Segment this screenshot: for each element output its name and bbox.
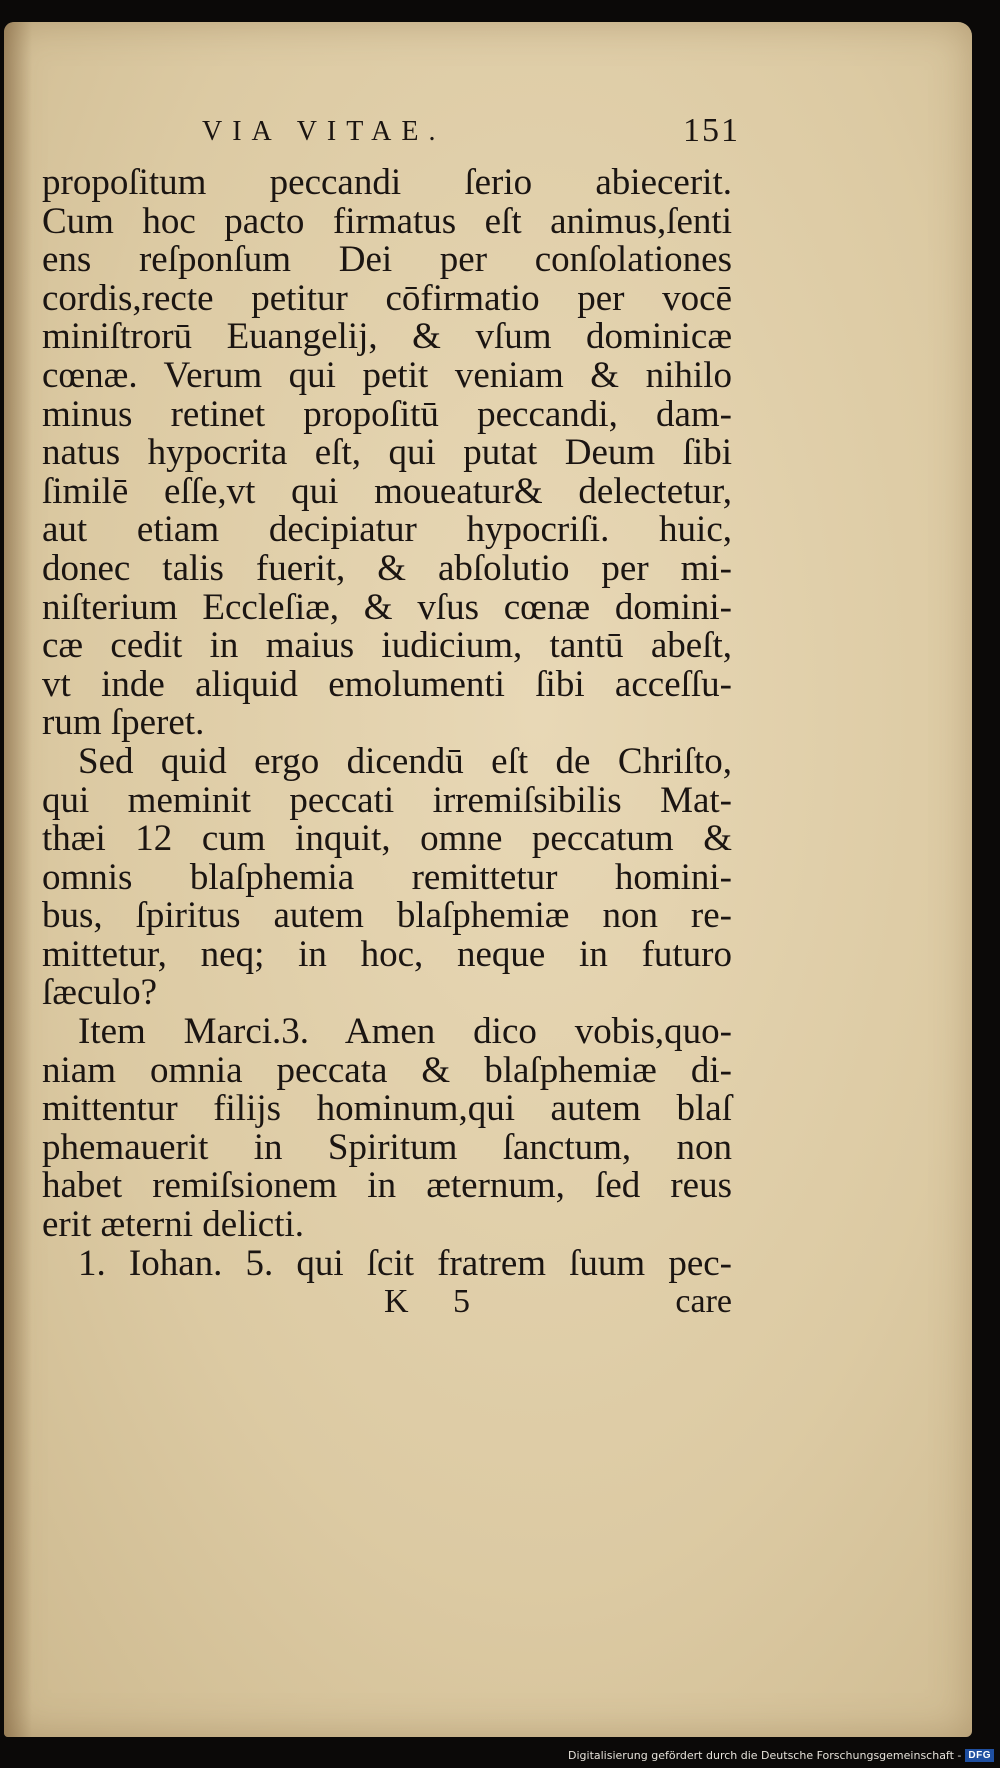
text-line: phemauerit in Spiritum ſanctum, non [42,1126,732,1168]
text-line: 1. Iohan. 5. qui ſcit fratrem ſuum pec- [78,1242,732,1284]
running-title: VIA VITAE. [202,116,446,147]
text-line: habet remiſsionem in æternum, ſed reus [42,1165,732,1207]
page-gutter-shadow [4,22,32,1737]
text-line: donec talis fuerit, & abſolutio per mi- [42,547,732,589]
text-line: erit æterni delicti. [42,1204,304,1246]
signature-mark: K 5 [384,1283,489,1321]
page-number: 151 [683,112,740,149]
text-line: qui meminit peccati irremiſsibilis Mat- [42,779,732,821]
text-line: mittentur filijs hominum,qui autem blaſ [42,1088,732,1130]
page-header [42,112,740,164]
text-line: natus hypocrita eſt, qui putat Deum ſibi [42,432,732,474]
dfg-logo: DFG [965,1749,994,1762]
catchword: care [675,1283,732,1321]
text-line: mittetur, neq; in hoc, neque in futuro [42,933,732,975]
book-page [4,22,972,1737]
text-line: Sed quid ergo dicendū eſt de Chriſto, [78,740,732,782]
text-line: ſæculo? [42,972,158,1014]
text-line: propoſitum peccandi ſerio abiecerit. [42,162,732,203]
text-line: cordis,recte petitur cōfirmatio per vocē [42,277,732,319]
text-line: miniſtrorū Euangelij, & vſum dominicæ [42,316,732,358]
text-line: bus, ſpiritus autem blaſphemiæ non re- [42,895,732,937]
text-line: aut etiam decipiatur hypocriſi. huic, [42,509,732,551]
text-line: thæi 12 cum inquit, omne peccatum & [42,818,732,860]
text-line: rum ſperet. [42,702,205,744]
credit-text: Digitalisierung gefördert durch die Deutsche Forschungsgemeinschaft - [568,1748,962,1762]
text-line: cæ cedit in maius iudicium, tantū abeſt, [42,625,732,667]
text-line: omnis blaſphemia remittetur homini- [42,856,732,898]
text-line: cœnæ. Verum qui petit veniam & nihilo [42,354,732,396]
text-block [42,112,740,1323]
text-line: Item Marci.3. Amen dico vobis,quo- [78,1011,732,1053]
digitization-credit [568,1746,994,1764]
text-line: niſterium Eccleſiæ, & vſus cœnæ domini- [42,586,732,628]
text-line: vt inde aliquid emolumenti ſibi acceſſu- [42,663,732,705]
page-footer [42,1283,732,1323]
text-line: minus retinet propoſitū peccandi, dam- [42,393,732,435]
text-line: Cum hoc pacto firmatus eſt animus,ſenti [42,200,732,242]
text-line: ens reſponſum Dei per conſolationes [42,239,732,281]
text-line: ſimilē eſſe,vt qui moueatur& delectetur, [42,470,732,512]
text-line: niam omnia peccata & blaſphemiæ di- [42,1049,732,1091]
